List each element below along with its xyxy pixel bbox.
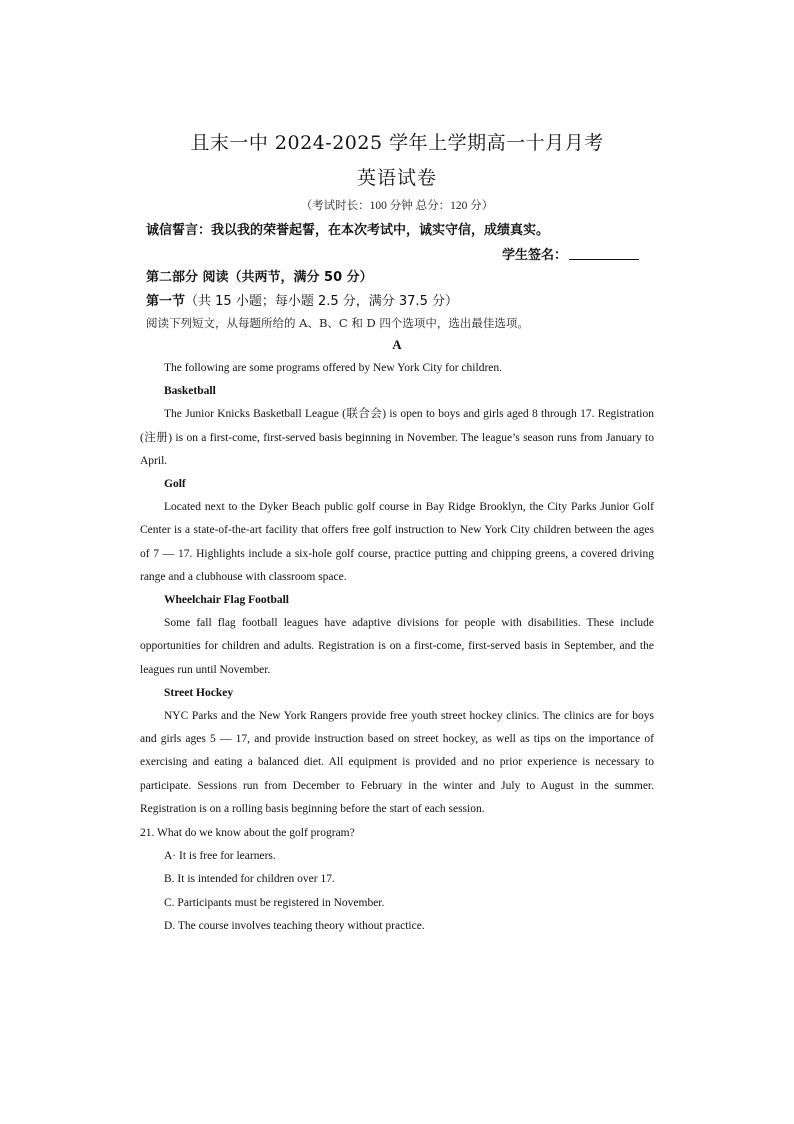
exam-subject-title: 英语试卷 — [356, 167, 437, 189]
signature-label: 学生签名： — [502, 248, 568, 263]
exam-info: （考试时长：100 分钟 总分：120 分） — [300, 200, 494, 212]
instructions: 阅读下列短文，从每题所给的 A、B、C 和 D 四个选项中，选出最佳选项。 — [146, 316, 529, 330]
exam-title: 且末一中 2024-2025 学年上学期高一十月月考 — [190, 132, 604, 154]
passage-letter: A — [392, 337, 402, 352]
section-text-wheelchair-football: Some fall flag football leagues have adaptive divisions for people with disabilities. These include opportunities for children and adults. Registration is on a first-come, first-served basis in September, and the leagues run until November. — [140, 617, 654, 676]
option-c: C. Participants must be registered in November. — [164, 896, 385, 909]
section-text-golf: Located next to the Dyker Beach public golf course in Bay Ridge Brooklyn, the City Parks Junior Golf Center is a state-of-the-art facility that offers free golf instruction to New York City children between the ages of 7 — 17. Highlights include a six-hole golf course, practice putting and chipping greens, a covered driving range and a clubhouse with classroom space. — [140, 501, 654, 583]
section-title-golf: Golf — [164, 478, 186, 491]
option-d: D. The course involves teaching theory without practice. — [164, 919, 425, 932]
option-a: A· It is free for learners. — [164, 850, 276, 863]
section-scoring: （共 15 小题；每小题 2.5 分，满分 37.5 分） — [185, 294, 458, 309]
section-title-basketball: Basketball — [164, 385, 216, 398]
option-b: B. It is intended for children over 17. — [164, 873, 335, 886]
section-title-street-hockey: Street Hockey — [164, 686, 234, 699]
passage — [140, 357, 654, 821]
part-heading: 第二部分 阅读（共两节，满分 50 分） — [146, 270, 373, 285]
section-text-street-hockey: NYC Parks and the New York Rangers provide free youth street hockey clinics. The clinics are for boys and girls ages 5 — 17, and provide instruction based on street hockey, as well as tips on the importance of exercising and eating a balanced diet. All equipment is provided and no prior experience is necessary to participate. Sessions run from December to February in the winter and July to August in the summer. Registration is on a rolling basis beginning before the start of each session. — [140, 710, 654, 815]
signature-line — [569, 258, 639, 260]
question-21 — [140, 822, 654, 938]
section-label: 第一节 — [146, 294, 186, 309]
section-text-basketball: The Junior Knicks Basketball League (联合会) is open to boys and girls aged 8 through 17. Registration (注册) is on a first-come, first-served basis beginning in November. The league’s season runs from January to April. — [140, 408, 654, 467]
section-title-wheelchair-football: Wheelchair Flag Football — [164, 594, 290, 607]
student-signature — [502, 244, 639, 263]
honesty-pledge: 诚信誓言：我以我的荣誉起誓，在本次考试中，诚实守信，成绩真实。 — [146, 223, 550, 238]
passage-intro: The following are some programs offered by New York City for children. — [164, 362, 503, 374]
section-heading — [146, 290, 458, 309]
question-stem: 21. What do we know about the golf program? — [140, 827, 355, 839]
